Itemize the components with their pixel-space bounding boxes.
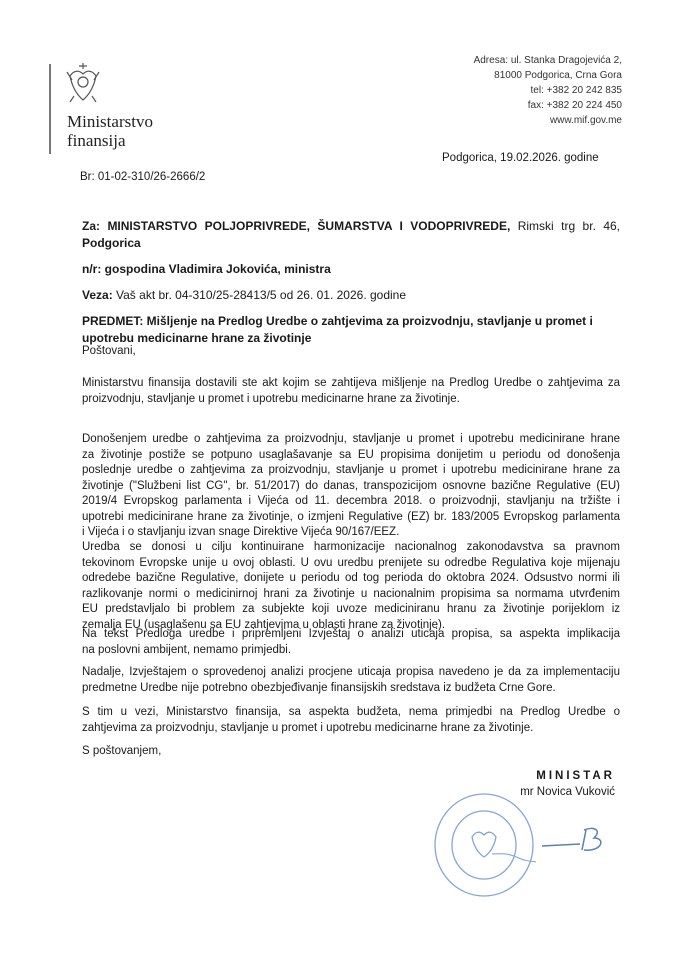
address-website: www.mif.gov.me	[549, 115, 622, 126]
address-fax: fax: +382 20 224 450	[527, 100, 622, 111]
official-stamp	[432, 792, 536, 898]
coat-of-arms-icon	[64, 62, 102, 106]
signatory-name: mr Novica Vuković	[520, 786, 615, 798]
paragraph-line: upotrebi medicinirane hrane za životinje, o izmjeni Regulative (EZ) br. 183/2005 Evropskog parlamenta	[82, 510, 620, 523]
body-paragraph	[82, 376, 620, 407]
address-phone: tel: +382 20 242 835	[530, 85, 622, 96]
signatory-title: MINISTAR	[536, 770, 615, 782]
paragraph-line: Nadalje, Izvještajem o sprovedenoj analizi procjene uticaja propisa navedeno je da za implementaciju	[82, 666, 620, 678]
paragraph-line: tekovinom Evropske unije u ovoj oblasti. U ovu uredbu prenijete su odredbe Regulativa koje mijenaju	[82, 556, 620, 569]
recipient-block	[82, 218, 620, 347]
paragraph-line: EU predstavljalo bi problem za subjekte koji uvoze mediciniranu hranu za životinje porijeklom iz	[82, 603, 620, 615]
body-paragraph	[82, 665, 620, 696]
address-city: 81000 Podgorica, Crna Gora	[494, 70, 622, 81]
paragraph-line: predmetne Uredbe nije potrebno obezbjeđivanje finansijskih sredstava iz budžeta Crne Gore.	[82, 681, 556, 694]
paragraph-line: Na tekst Predloga uredbe i pripremljeni Izvještaj o analizi uticaja propisa, sa aspekta implikacija	[82, 628, 620, 640]
paragraph-line: na poslovni ambijent, nemamo primjedbi.	[82, 643, 292, 656]
paragraph-line: odredebe bazične Regulative, donijete u periodu od tog perioda do oktobra 2024. Odsustvo normi ili	[82, 572, 620, 584]
paragraph-line: Donošenjem uredbe o zahtjevima za proizvodnju, stavljanje u promet i upotrebu medicinirane hrane	[82, 433, 620, 445]
body-paragraph	[82, 540, 620, 633]
paragraph-line: proizvodnju, stavljanje u promet i upotrebu medicinarne hrane za životinje.	[82, 392, 460, 405]
paragraph-line: poslednje uredbe o zahtjevima za proizvodnju, stavljanje u promet i upotrebu medicinirane hrane za	[82, 464, 620, 476]
paragraph-line: životinje ("Službeni list CG", br. 51/2017) do danas, transpozicijom osnovne bazične Regulative (EU)	[82, 479, 620, 492]
body-paragraph	[82, 627, 620, 658]
body-paragraph	[82, 432, 620, 541]
salutation: Poštovani,	[82, 345, 136, 357]
ministry-name-line2: finansija	[67, 131, 126, 150]
address-street: Adresa: ul. Stanka Dragojevića 2,	[473, 55, 622, 66]
body-paragraph	[82, 705, 620, 736]
paragraph-line: 2019/4 Evropskog parlamenta i Vijeća od 11. decembra 2018. o proizvodnji, stavljanju na tržište i	[82, 495, 620, 507]
closing: S poštovanjem,	[82, 745, 162, 757]
letterhead-divider	[49, 64, 51, 154]
signature-mark	[540, 820, 610, 860]
paragraph-line: i Vijeća i o stavljanju izvan snage Direktive Vijeća 90/167/EEZ.	[82, 526, 400, 538]
paragraph-line: zahtjevima za proizvodnju, stavljanje u promet i upotrebu medicinarne hrane za životinje.	[82, 721, 534, 734]
ministry-logo-text	[67, 112, 153, 150]
paragraph-line: S tim u vezi, Ministarstvo finansija, sa aspekta budžeta, nema primjedbi na Predlog Uredbe o	[82, 706, 620, 718]
subject-line-2: upotrebu medicinarne hrane za životinje	[82, 331, 312, 345]
letter-date: Podgorica, 19.02.2026. godine	[442, 152, 599, 164]
paragraph-line: Ministarstvu finansija dostavili ste akt kojim se zahtijeva mišljenje na Predlog Uredbe o zahtjevima za	[82, 377, 620, 389]
paragraph-line: zemalja EU (usaglašenu sa EU zahtjevima u oblasti hrane za životinje).	[82, 618, 446, 631]
reference-number: Br: 01-02-310/26-2666/2	[80, 171, 206, 183]
paragraph-line: za životinje postiže se potpuno usaglašavanje sa EU propisima donijetim u periodu od donošenja	[82, 448, 620, 461]
paragraph-line: Uredba se donosi u cilju kontinuirane harmonizacije nacionalnog zakonodavstva sa pravnom	[82, 541, 620, 553]
subject-line: PREDMET: Mišljenje na Predlog Uredbe o zahtjevima za proizvodnju, stavljanje u promet i	[82, 314, 593, 328]
paragraph-line: razlikovanje normi o medicinirnoj hrani za životinje u nacionalnim propisima sa normama utvrđenim	[82, 587, 620, 600]
attention-line: n/r: gospodina Vladimira Jokovića, ministra	[82, 262, 331, 276]
recipient-line: Za: MINISTARSTVO POLJOPRIVREDE, ŠUMARSTVA I VODOPRIVREDE, Rimski trg br. 46,	[82, 219, 621, 233]
contact-address	[474, 53, 622, 128]
recipient-city: Podgorica	[82, 236, 141, 250]
ministry-name-line1: Ministarstvo	[67, 112, 153, 131]
reference-link-line: Veza: Vaš akt br. 04-310/25-28413/5 od 26. 01. 2026. godine	[82, 288, 407, 302]
